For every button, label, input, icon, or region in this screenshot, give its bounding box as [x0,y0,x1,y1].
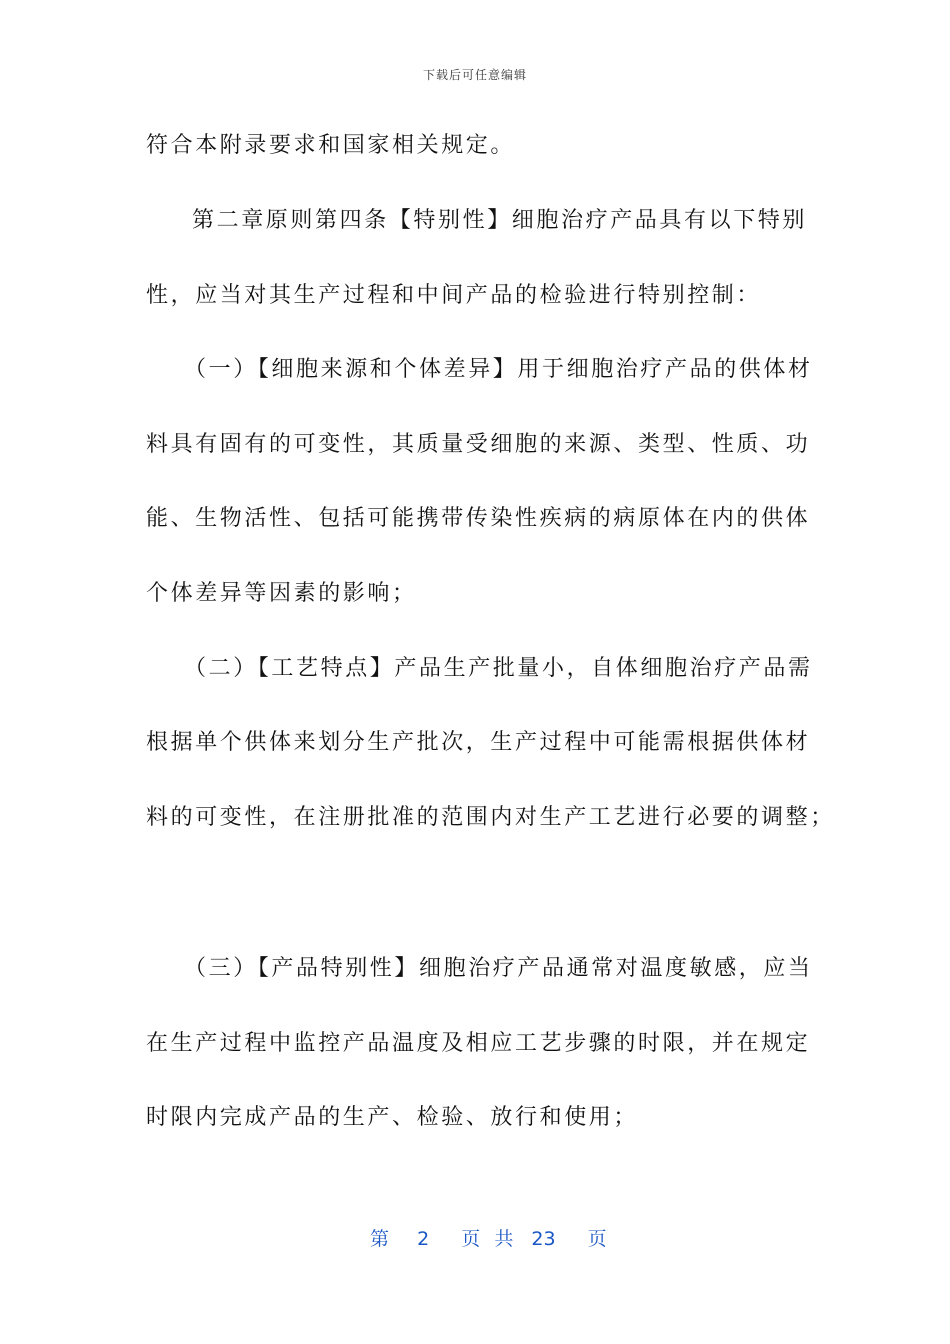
footer-label-end: 页 [587,1228,607,1250]
page-footer [370,1226,607,1252]
paragraph-line: 料的可变性，在注册批准的范围内对生产工艺进行必要的调整； [146,805,835,830]
paragraph-line: 能、生物活性、包括可能携带传染性疾病的病原体在内的供体 [146,506,811,531]
paragraph-line: 第二章原则第四条【特别性】细胞治疗产品具有以下特别 [192,208,808,233]
page-header: 下载后可任意编辑 [422,68,527,82]
footer-label-page: 第 [370,1228,390,1250]
paragraph-line: 料具有固有的可变性，其质量受细胞的来源、类型、性质、功 [146,432,811,457]
paragraph-line: 个体差异等因素的影响； [146,581,417,606]
footer-total-pages: 23 [531,1228,556,1250]
paragraph-line: 性，应当对其生产过程和中间产品的检验进行特别控制： [146,283,762,308]
paragraph-line: （一）【细胞来源和个体差异】用于细胞治疗产品的供体材 [184,357,813,382]
footer-current-page: 2 [417,1228,430,1250]
paragraph-line: （二）【工艺特点】产品生产批量小，自体细胞治疗产品需 [184,656,813,681]
paragraph-line: 符合本附录要求和国家相关规定。 [146,133,516,158]
paragraph-line: 根据单个供体来划分生产批次，生产过程中可能需根据供体材 [146,730,811,755]
paragraph-line: 在生产过程中监控产品温度及相应工艺步骤的时限，并在规定 [146,1031,811,1056]
paragraph-line: （三）【产品特别性】细胞治疗产品通常对温度敏感，应当 [184,956,813,981]
footer-label-total: 页 共 [461,1228,518,1250]
paragraph-line: 时限内完成产品的生产、检验、放行和使用； [146,1105,639,1130]
